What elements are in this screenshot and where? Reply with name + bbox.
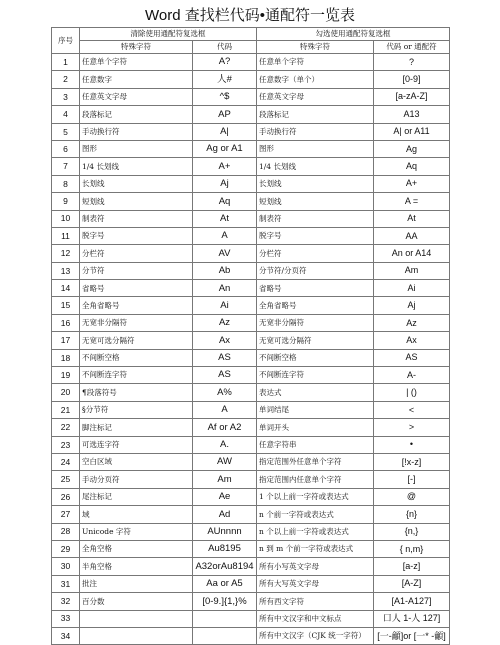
special-char-checked: 分栏符 bbox=[257, 245, 374, 262]
code-checked: ? bbox=[374, 54, 450, 71]
code-unchecked: Ag or A1 bbox=[193, 140, 257, 157]
code-unchecked: [0-9.]{1,}% bbox=[193, 593, 257, 610]
code-unchecked: A| bbox=[193, 123, 257, 140]
code-checked: • bbox=[374, 436, 450, 453]
header-code-2: 代码 or 通配符 bbox=[374, 41, 450, 54]
row-number: 29 bbox=[52, 540, 80, 557]
table-row bbox=[52, 227, 450, 244]
table-row bbox=[52, 401, 450, 418]
row-number: 1 bbox=[52, 54, 80, 71]
special-char-checked: 1/4 长划线 bbox=[257, 158, 374, 175]
special-char-unchecked: 全角空格 bbox=[80, 540, 193, 557]
special-char-unchecked bbox=[80, 627, 193, 644]
special-char-unchecked: 长划线 bbox=[80, 175, 193, 192]
code-checked: A = bbox=[374, 193, 450, 210]
special-char-checked: n 到 m 个前一字符或表达式 bbox=[257, 540, 374, 557]
table-row bbox=[52, 332, 450, 349]
code-checked: A- bbox=[374, 367, 450, 384]
table-row bbox=[52, 210, 450, 227]
special-char-checked: 所有西文字符 bbox=[257, 593, 374, 610]
code-checked: Am bbox=[374, 262, 450, 279]
table-row bbox=[52, 488, 450, 505]
code-unchecked: ^$ bbox=[193, 88, 257, 105]
code-checked: @ bbox=[374, 488, 450, 505]
code-unchecked: A32orAu8194 bbox=[193, 558, 257, 575]
table-row bbox=[52, 71, 450, 88]
table-row bbox=[52, 280, 450, 297]
special-char-checked: n 个以上前一字符或表达式 bbox=[257, 523, 374, 540]
special-char-checked: 所有中文汉字（CJK 统一字符） bbox=[257, 627, 374, 644]
code-checked: A13 bbox=[374, 106, 450, 123]
code-checked: AS bbox=[374, 349, 450, 366]
special-char-checked: 全角省略号 bbox=[257, 297, 374, 314]
code-unchecked: 人# bbox=[193, 71, 257, 88]
row-number: 24 bbox=[52, 453, 80, 470]
row-number: 20 bbox=[52, 384, 80, 401]
table-row bbox=[52, 193, 450, 210]
table-row bbox=[52, 175, 450, 192]
special-char-unchecked: 分节符 bbox=[80, 262, 193, 279]
code-unchecked: At bbox=[193, 210, 257, 227]
special-char-unchecked: 可选连字符 bbox=[80, 436, 193, 453]
code-checked: [A1-A127] bbox=[374, 593, 450, 610]
code-checked: | () bbox=[374, 384, 450, 401]
row-number: 27 bbox=[52, 506, 80, 523]
code-checked: < bbox=[374, 401, 450, 418]
table-row bbox=[52, 558, 450, 575]
header-special-char-2: 特殊字符 bbox=[257, 41, 374, 54]
table-body bbox=[52, 54, 450, 645]
row-number: 12 bbox=[52, 245, 80, 262]
special-char-unchecked: 1/4 长划线 bbox=[80, 158, 193, 175]
code-checked: [a-zA-Z] bbox=[374, 88, 450, 105]
special-char-checked: 任意英文字母 bbox=[257, 88, 374, 105]
code-checked: [-] bbox=[374, 471, 450, 488]
special-char-unchecked: 无宽非分隔符 bbox=[80, 314, 193, 331]
header-group-unchecked: 清除使用通配符复选框 bbox=[80, 28, 257, 41]
code-unchecked: Az bbox=[193, 314, 257, 331]
table-row bbox=[52, 123, 450, 140]
code-checked: Ax bbox=[374, 332, 450, 349]
special-char-checked: 任意字符串 bbox=[257, 436, 374, 453]
code-unchecked: Am bbox=[193, 471, 257, 488]
row-number: 9 bbox=[52, 193, 80, 210]
table-row bbox=[52, 88, 450, 105]
code-checked: Ag bbox=[374, 140, 450, 157]
special-char-unchecked: 省略号 bbox=[80, 280, 193, 297]
code-unchecked: Au8195 bbox=[193, 540, 257, 557]
special-char-unchecked: 段落标记 bbox=[80, 106, 193, 123]
code-unchecked: Ax bbox=[193, 332, 257, 349]
row-number: 7 bbox=[52, 158, 80, 175]
code-unchecked: An bbox=[193, 280, 257, 297]
table-row bbox=[52, 419, 450, 436]
table-row bbox=[52, 262, 450, 279]
row-number: 8 bbox=[52, 175, 80, 192]
row-number: 2 bbox=[52, 71, 80, 88]
header-seq: 序号 bbox=[52, 28, 80, 54]
special-char-unchecked: 任意单个字符 bbox=[80, 54, 193, 71]
special-char-unchecked: 尾注标记 bbox=[80, 488, 193, 505]
special-char-checked: 表达式 bbox=[257, 384, 374, 401]
code-unchecked: Aq bbox=[193, 193, 257, 210]
table-row bbox=[52, 453, 450, 470]
code-checked: At bbox=[374, 210, 450, 227]
row-number: 17 bbox=[52, 332, 80, 349]
special-char-unchecked: 无宽可选分隔符 bbox=[80, 332, 193, 349]
code-checked: A| or A11 bbox=[374, 123, 450, 140]
page-title: Word 查找栏代码•通配符一览表 bbox=[145, 7, 355, 24]
special-char-unchecked: 不间断连字符 bbox=[80, 367, 193, 384]
row-number: 26 bbox=[52, 488, 80, 505]
table-row bbox=[52, 158, 450, 175]
row-number: 4 bbox=[52, 106, 80, 123]
special-char-unchecked: 域 bbox=[80, 506, 193, 523]
row-number: 33 bbox=[52, 610, 80, 627]
code-checked: Aj bbox=[374, 297, 450, 314]
table-row bbox=[52, 349, 450, 366]
table-row bbox=[52, 245, 450, 262]
special-char-checked: 手动换行符 bbox=[257, 123, 374, 140]
special-char-checked: 省略号 bbox=[257, 280, 374, 297]
special-char-checked: 不间断连字符 bbox=[257, 367, 374, 384]
special-char-unchecked: 百分数 bbox=[80, 593, 193, 610]
row-number: 34 bbox=[52, 627, 80, 644]
row-number: 31 bbox=[52, 575, 80, 592]
table-row bbox=[52, 610, 450, 627]
special-char-checked: 制表符 bbox=[257, 210, 374, 227]
code-checked: Az bbox=[374, 314, 450, 331]
code-unchecked: Ad bbox=[193, 506, 257, 523]
code-unchecked: Af or A2 bbox=[193, 419, 257, 436]
code-unchecked: Ae bbox=[193, 488, 257, 505]
special-char-checked: 段落标记 bbox=[257, 106, 374, 123]
code-unchecked: Ai bbox=[193, 297, 257, 314]
code-unchecked bbox=[193, 627, 257, 644]
special-char-unchecked: 脱字号 bbox=[80, 227, 193, 244]
row-number: 3 bbox=[52, 88, 80, 105]
row-number: 23 bbox=[52, 436, 80, 453]
header-code-1: 代码 bbox=[193, 41, 257, 54]
code-unchecked: AUnnnn bbox=[193, 523, 257, 540]
special-char-unchecked: 批注 bbox=[80, 575, 193, 592]
code-unchecked: A bbox=[193, 227, 257, 244]
special-char-checked: 无宽非分隔符 bbox=[257, 314, 374, 331]
special-char-unchecked: 半角空格 bbox=[80, 558, 193, 575]
row-number: 5 bbox=[52, 123, 80, 140]
row-number: 14 bbox=[52, 280, 80, 297]
code-checked: 口人 1-人 127] bbox=[374, 610, 450, 627]
special-char-checked: 1 个以上前一字符或表达式 bbox=[257, 488, 374, 505]
table-row bbox=[52, 314, 450, 331]
special-char-checked: 单词开头 bbox=[257, 419, 374, 436]
code-unchecked: A+ bbox=[193, 158, 257, 175]
special-char-unchecked bbox=[80, 610, 193, 627]
special-char-unchecked: 不间断空格 bbox=[80, 349, 193, 366]
code-unchecked: Ab bbox=[193, 262, 257, 279]
table-row bbox=[52, 627, 450, 644]
code-unchecked: A. bbox=[193, 436, 257, 453]
special-char-checked: 短划线 bbox=[257, 193, 374, 210]
table-row bbox=[52, 367, 450, 384]
special-char-checked: 无宽可选分隔符 bbox=[257, 332, 374, 349]
code-checked: [a-z] bbox=[374, 558, 450, 575]
code-unchecked: AW bbox=[193, 453, 257, 470]
code-checked: AA bbox=[374, 227, 450, 244]
code-unchecked: A bbox=[193, 401, 257, 418]
row-number: 15 bbox=[52, 297, 80, 314]
wildcard-table bbox=[51, 27, 450, 645]
header-group-checked: 勾选使用通配符复选框 bbox=[257, 28, 450, 41]
row-number: 19 bbox=[52, 367, 80, 384]
special-char-checked: 分节符/分页符 bbox=[257, 262, 374, 279]
code-checked: Ai bbox=[374, 280, 450, 297]
table-row bbox=[52, 140, 450, 157]
special-char-checked: 所有大写英文字母 bbox=[257, 575, 374, 592]
code-checked: {n,} bbox=[374, 523, 450, 540]
table-row bbox=[52, 506, 450, 523]
special-char-checked: 不间断空格 bbox=[257, 349, 374, 366]
special-char-unchecked: 手动换行符 bbox=[80, 123, 193, 140]
code-checked: A+ bbox=[374, 175, 450, 192]
table-row bbox=[52, 384, 450, 401]
code-checked: [0-9] bbox=[374, 71, 450, 88]
row-number: 10 bbox=[52, 210, 80, 227]
special-char-checked: 所有中文汉字和中文标点 bbox=[257, 610, 374, 627]
special-char-checked: n 个前一字符或表达式 bbox=[257, 506, 374, 523]
code-checked: An or A14 bbox=[374, 245, 450, 262]
row-number: 11 bbox=[52, 227, 80, 244]
special-char-unchecked: 手动分页符 bbox=[80, 471, 193, 488]
code-checked: [A-Z] bbox=[374, 575, 450, 592]
row-number: 25 bbox=[52, 471, 80, 488]
table-row bbox=[52, 523, 450, 540]
special-char-unchecked: 图形 bbox=[80, 140, 193, 157]
special-char-unchecked: 空白区域 bbox=[80, 453, 193, 470]
table-row bbox=[52, 575, 450, 592]
code-unchecked: AP bbox=[193, 106, 257, 123]
special-char-checked: 指定范围内任意单个字符 bbox=[257, 471, 374, 488]
code-checked: Aq bbox=[374, 158, 450, 175]
code-unchecked: AV bbox=[193, 245, 257, 262]
special-char-checked: 单词结尾 bbox=[257, 401, 374, 418]
code-checked: {n} bbox=[374, 506, 450, 523]
code-unchecked: A? bbox=[193, 54, 257, 71]
code-unchecked: A% bbox=[193, 384, 257, 401]
code-checked: [一-龥]or [一* -龥] bbox=[374, 627, 450, 644]
special-char-unchecked: 制表符 bbox=[80, 210, 193, 227]
special-char-unchecked: ¶段落符号 bbox=[80, 384, 193, 401]
special-char-checked: 脱字号 bbox=[257, 227, 374, 244]
row-number: 32 bbox=[52, 593, 80, 610]
special-char-unchecked: 全角省略号 bbox=[80, 297, 193, 314]
code-checked: > bbox=[374, 419, 450, 436]
code-unchecked: Aj bbox=[193, 175, 257, 192]
special-char-unchecked: 短划线 bbox=[80, 193, 193, 210]
special-char-unchecked: 任意英文字母 bbox=[80, 88, 193, 105]
special-char-unchecked: 脚注标记 bbox=[80, 419, 193, 436]
code-checked: { n,m} bbox=[374, 540, 450, 557]
code-unchecked: AS bbox=[193, 349, 257, 366]
row-number: 28 bbox=[52, 523, 80, 540]
special-char-unchecked: 分栏符 bbox=[80, 245, 193, 262]
table-row bbox=[52, 297, 450, 314]
special-char-checked: 长划线 bbox=[257, 175, 374, 192]
code-unchecked bbox=[193, 610, 257, 627]
table-row bbox=[52, 106, 450, 123]
special-char-unchecked: §分节符 bbox=[80, 401, 193, 418]
table-row bbox=[52, 593, 450, 610]
table-row bbox=[52, 54, 450, 71]
table-row bbox=[52, 471, 450, 488]
row-number: 6 bbox=[52, 140, 80, 157]
code-unchecked: AS bbox=[193, 367, 257, 384]
row-number: 18 bbox=[52, 349, 80, 366]
code-unchecked: Aa or A5 bbox=[193, 575, 257, 592]
special-char-checked: 图形 bbox=[257, 140, 374, 157]
row-number: 30 bbox=[52, 558, 80, 575]
row-number: 22 bbox=[52, 419, 80, 436]
special-char-unchecked: 任意数字 bbox=[80, 71, 193, 88]
special-char-checked: 所有小写英文字母 bbox=[257, 558, 374, 575]
special-char-checked: 指定范围外任意单个字符 bbox=[257, 453, 374, 470]
table-row bbox=[52, 540, 450, 557]
code-checked: [!x-z] bbox=[374, 453, 450, 470]
special-char-unchecked: Unicode 字符 bbox=[80, 523, 193, 540]
header-special-char-1: 特殊字符 bbox=[80, 41, 193, 54]
row-number: 13 bbox=[52, 262, 80, 279]
row-number: 16 bbox=[52, 314, 80, 331]
row-number: 21 bbox=[52, 401, 80, 418]
table-row bbox=[52, 436, 450, 453]
special-char-checked: 任意数字（单个） bbox=[257, 71, 374, 88]
special-char-checked: 任意单个字符 bbox=[257, 54, 374, 71]
